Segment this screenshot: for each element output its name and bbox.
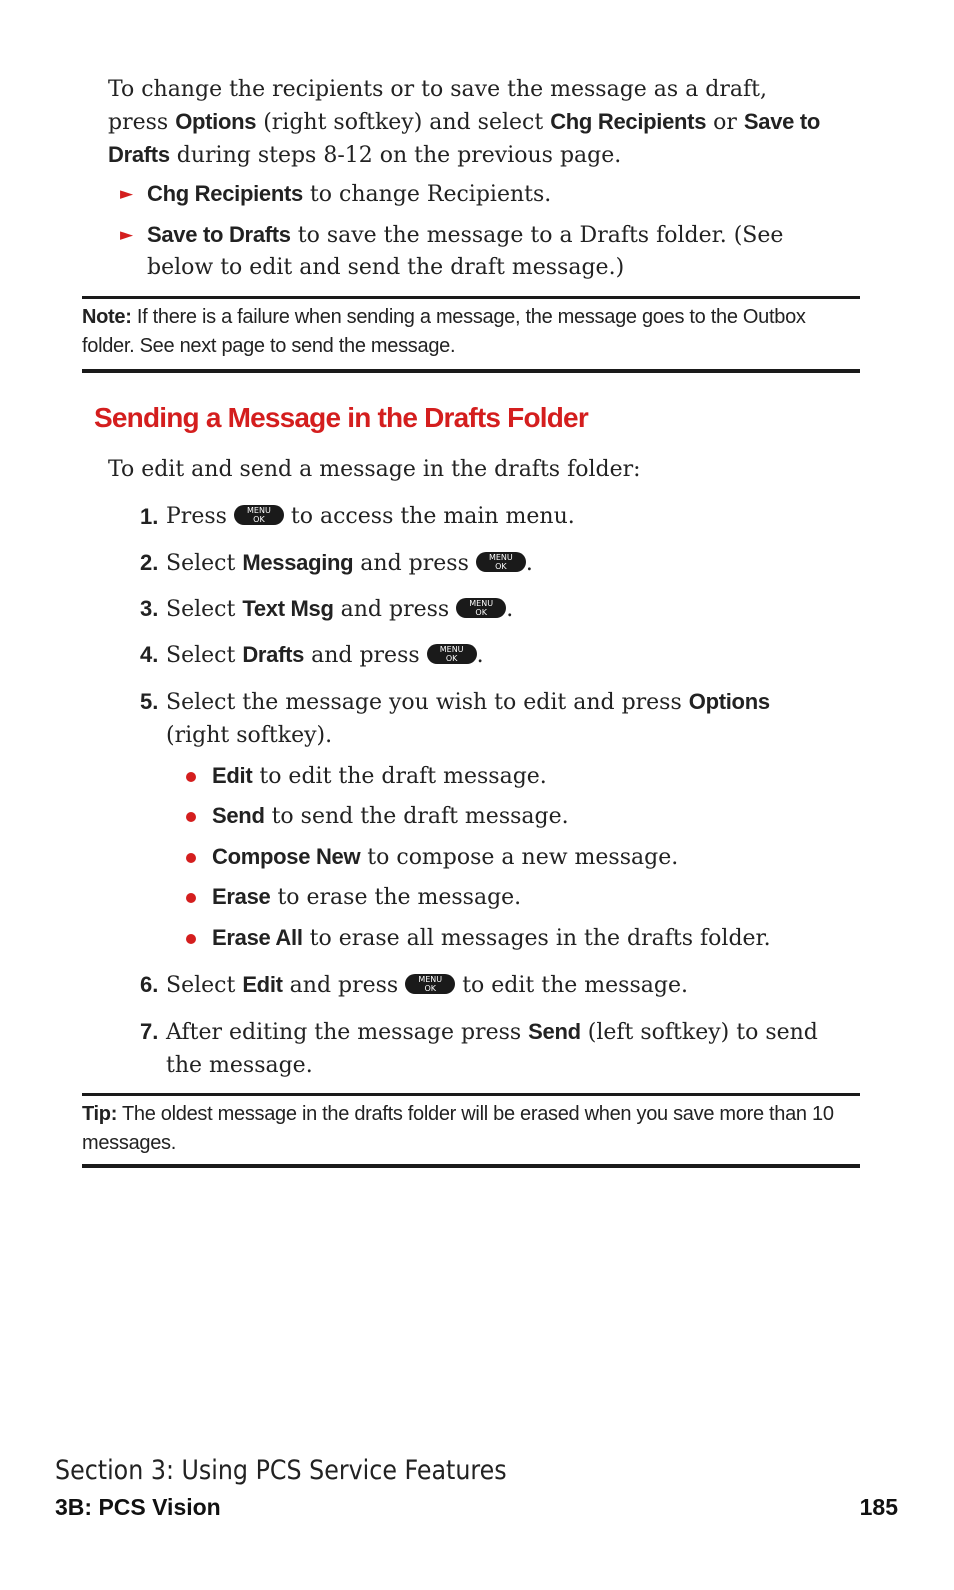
step-text: . <box>506 597 514 622</box>
footer-chapter: 3B: PCS Vision <box>55 1494 221 1520</box>
section-intro: To edit and send a message in the drafts folder: <box>108 457 641 482</box>
intro-text: or <box>706 110 744 135</box>
bullet-dot-icon <box>186 934 196 944</box>
step-number: 4. <box>140 642 159 667</box>
step-text: (right softkey). <box>166 723 333 748</box>
option-term: Save to Drafts <box>147 222 291 247</box>
menu-ok-key-icon: MENU OK <box>405 974 455 994</box>
tip-text: The oldest message in the drafts folder will be erased when you save more than 10 messages. <box>82 1103 834 1154</box>
sub-option-text: to compose a new message. <box>360 845 679 870</box>
step-text: and press <box>333 597 457 622</box>
step-number: 1. <box>140 504 159 529</box>
intro-chg-recipients-term: Chg Recipients <box>550 109 707 134</box>
step-text: and press <box>282 973 406 998</box>
section-heading: Sending a Message in the Drafts Folder <box>94 402 588 433</box>
step-text: After editing the message press <box>166 1020 529 1045</box>
intro-options-term: Options <box>175 109 257 134</box>
menu-ok-key-icon: MENU OK <box>234 505 284 525</box>
step-text: and press <box>353 551 476 576</box>
step-text: (left softkey) to send the message. <box>166 1020 818 1078</box>
step-number: 5. <box>140 689 159 714</box>
tip-top-rule <box>82 1093 860 1096</box>
step-text: . <box>525 551 533 576</box>
step-term: Send <box>528 1019 581 1044</box>
step-text: Select <box>166 551 243 576</box>
sub-option-term: Erase <box>212 884 271 909</box>
step-text: to access the main menu. <box>283 504 575 529</box>
sub-option-term: Compose New <box>212 844 361 869</box>
intro-save-to-drafts-term: Save to Drafts <box>108 109 821 167</box>
bullet-dot-icon <box>186 812 196 822</box>
sub-option-text: to edit the draft message. <box>252 764 547 789</box>
step-text: Select <box>166 973 243 998</box>
step-text: Select <box>166 643 243 668</box>
step-text: Select <box>166 597 243 622</box>
menu-ok-key-icon: MENU OK <box>476 552 526 572</box>
page-number: 185 <box>859 1494 898 1520</box>
step-number: 7. <box>140 1019 159 1044</box>
step-number: 3. <box>140 596 159 621</box>
sub-option-term: Send <box>212 803 265 828</box>
intro-text: To change the recipients or to save the message as a draft, press <box>108 77 768 135</box>
bullet-dot-icon <box>186 772 196 782</box>
menu-ok-key-icon: MENU OK <box>427 644 477 664</box>
sub-option-text: to erase the message. <box>270 885 522 910</box>
step-term: Messaging <box>242 550 354 575</box>
note-text: If there is a failure when sending a message, the message goes to the Outbox folder. See next page to send the message. <box>82 306 806 357</box>
option-term: Chg Recipients <box>147 181 303 206</box>
note-bottom-rule <box>82 369 860 373</box>
note-top-rule <box>82 296 860 299</box>
step-text: to edit the message. <box>455 973 688 998</box>
sub-option-text: to send the draft message. <box>264 804 569 829</box>
intro-text: (right softkey) and select <box>256 110 551 135</box>
option-text: to change Recipients. <box>302 182 552 207</box>
step-text: and press <box>304 643 427 668</box>
bullet-dot-icon <box>186 893 196 903</box>
step-term: Options <box>688 689 770 714</box>
note-box <box>82 303 852 361</box>
menu-ok-key-icon: MENU OK <box>456 598 506 618</box>
tip-box <box>82 1100 852 1158</box>
step-term: Edit <box>242 972 283 997</box>
sub-option-term: Erase All <box>212 925 303 950</box>
intro-text: during steps 8-12 on the previous page. <box>169 143 622 168</box>
step-term: Drafts <box>242 642 305 667</box>
step-text: Press <box>166 504 234 529</box>
arrow-bullet-icon: ► <box>120 184 134 204</box>
option-text: to save the message to a Drafts folder. (See below to edit and send the draft message.) <box>147 223 784 280</box>
tip-bottom-rule <box>82 1164 860 1168</box>
bullet-dot-icon <box>186 853 196 863</box>
step-number: 6. <box>140 972 159 997</box>
intro-paragraph <box>108 74 828 172</box>
sub-option-term: Edit <box>212 763 253 788</box>
step-text: Select the message you wish to edit and press <box>166 690 689 715</box>
sub-option-text: to erase all messages in the drafts folder. <box>302 926 771 951</box>
footer-section-title: Section 3: Using PCS Service Features <box>55 1455 507 1486</box>
step-text: . <box>476 643 484 668</box>
arrow-bullet-icon: ► <box>120 225 134 245</box>
step-number: 2. <box>140 550 159 575</box>
note-label: Note: <box>82 306 132 328</box>
step-term: Text Msg <box>242 596 334 621</box>
tip-label: Tip: <box>82 1103 118 1125</box>
